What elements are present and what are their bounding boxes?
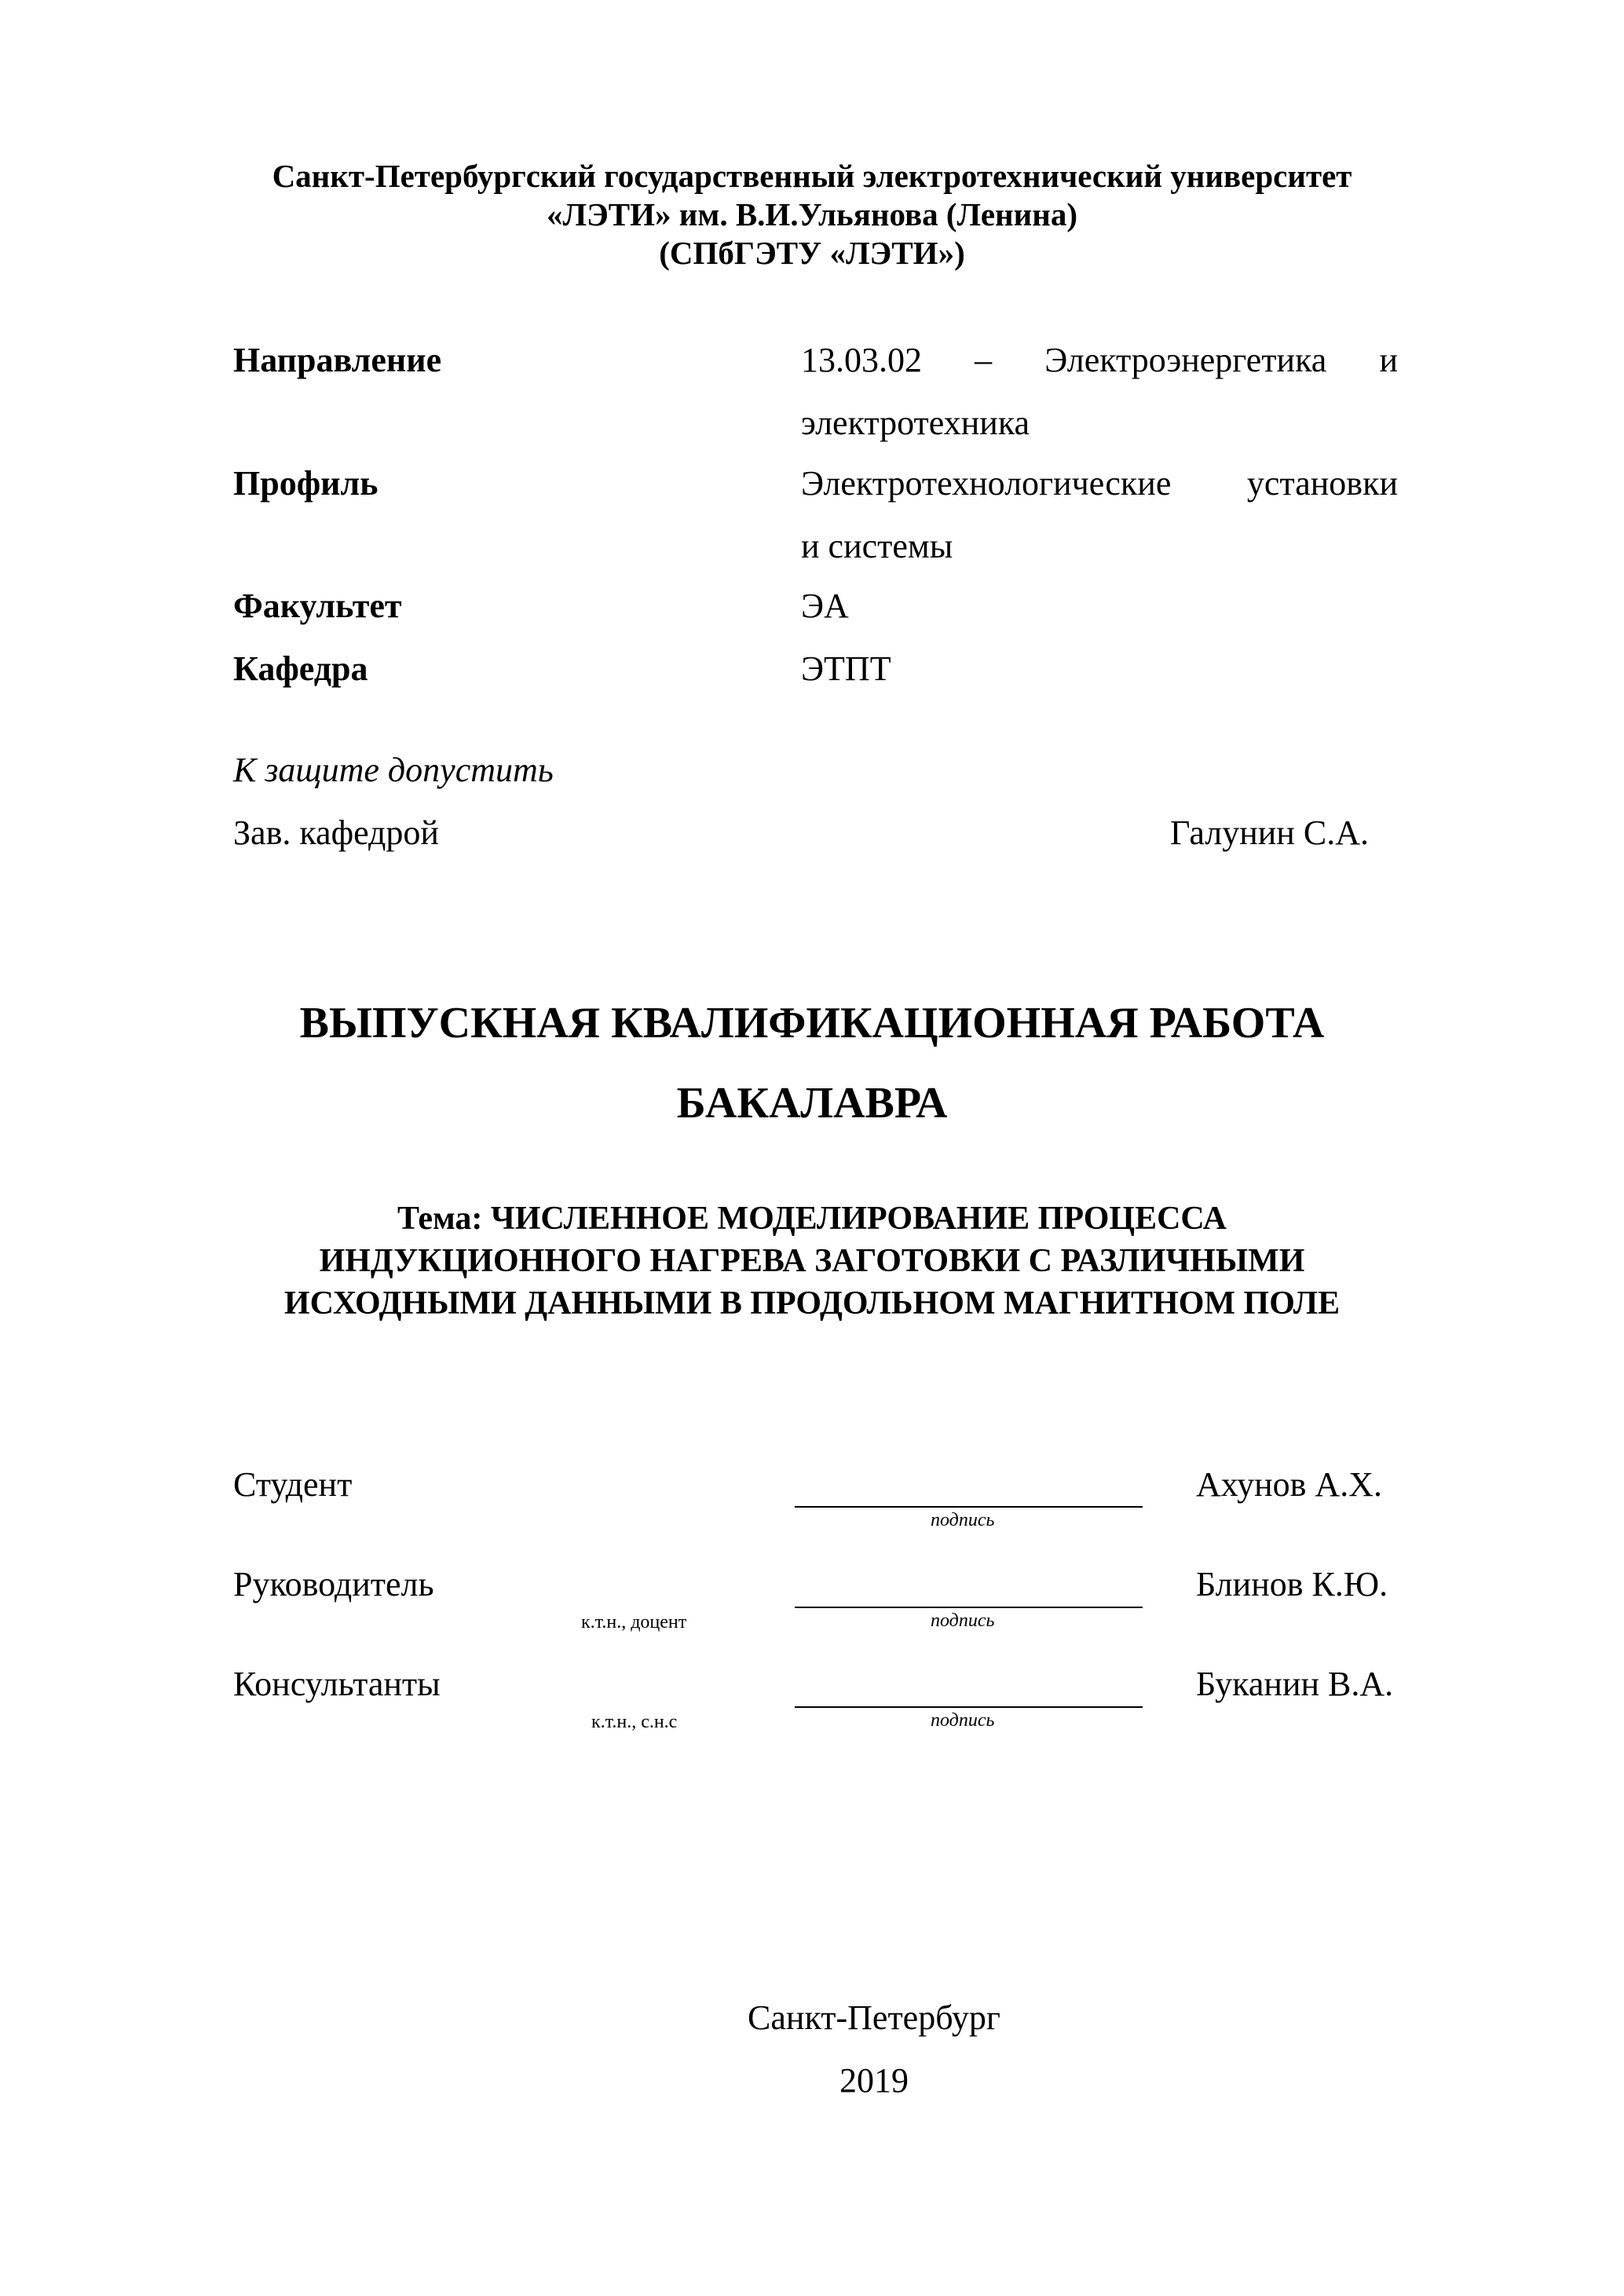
consultants-role: Консультанты: [233, 1665, 441, 1703]
topic-line2: ИНДУКЦИОННОГО НАГРЕВА ЗАГОТОВКИ С РАЗЛИЧНЫМИ: [319, 1243, 1305, 1279]
topic: [0, 1197, 1624, 1325]
university-name: Санкт-Петербургский государственный электротехнический университет: [272, 158, 1352, 194]
student-signature-line: [795, 1506, 1143, 1508]
student-signature-caption: подпись: [931, 1510, 995, 1530]
profile-word1: Электротехнологические: [801, 464, 1172, 503]
supervisor-name: Блинов К.Ю.: [1196, 1565, 1388, 1603]
topic-line3: ИСХОДНЫМИ ДАННЫМИ В ПРОДОЛЬНОМ МАГНИТНОМ ПОЛЕ: [283, 1285, 1341, 1322]
footer-city: Санкт-Петербург: [748, 1998, 1000, 2037]
work-title-line1: ВЫПУСКНАЯ КВАЛИФИКАЦИОННАЯ РАБОТА: [299, 999, 1325, 1047]
supervisor-role: Руководитель: [233, 1565, 434, 1603]
university-abbreviation: (СПбГЭТУ «ЛЭТИ»): [659, 235, 965, 271]
direction-code: 13.03.02: [801, 341, 922, 379]
supervisor-signature-caption: подпись: [931, 1610, 995, 1631]
profile-word2: установки: [1246, 464, 1398, 503]
faculty-value: ЭА: [801, 587, 849, 625]
consultant-signature-line: [795, 1706, 1143, 1708]
head-of-department-label: Зав. кафедрой: [233, 813, 439, 852]
profile-label: Профиль: [233, 464, 379, 503]
direction-dash: –: [975, 341, 993, 379]
student-role: Студент: [233, 1465, 353, 1504]
supervisor-degree: к.т.н., доцент: [581, 1612, 687, 1632]
direction-value-line2: электротехника: [801, 404, 1030, 442]
direction-value: [801, 340, 1398, 444]
department-label: Кафедра: [233, 649, 368, 688]
direction-value-line1: [801, 340, 1398, 381]
topic-line1: Тема: ЧИСЛЕННОЕ МОДЕЛИРОВАНИЕ ПРОЦЕССА: [397, 1201, 1227, 1237]
footer-year: 2019: [839, 2061, 909, 2100]
admission-caption: К защите допустить: [233, 751, 554, 789]
direction-conj: и: [1379, 341, 1398, 379]
profile-value-line2: и системы: [801, 527, 953, 565]
consultant-degree: к.т.н., с.н.с: [591, 1712, 678, 1732]
supervisor-signature-line: [795, 1607, 1143, 1608]
consultant-name: Буканин В.А.: [1196, 1665, 1394, 1703]
student-name: Ахунов А.Х.: [1196, 1465, 1382, 1504]
direction-label: Направление: [233, 341, 442, 379]
university-named-after: «ЛЭТИ» им. В.И.Ульянова (Ленина): [546, 196, 1078, 232]
department-value: ЭТПТ: [801, 649, 891, 688]
profile-value-line1: [801, 463, 1398, 504]
faculty-label: Факультет: [233, 587, 402, 625]
work-title-line2: БАКАЛАВРА: [676, 1079, 948, 1128]
consultant-signature-caption: подпись: [931, 1710, 995, 1731]
direction-word1: Электроэнергетика: [1044, 341, 1327, 379]
profile-value: [801, 463, 1398, 567]
head-of-department-name: Галунин С.А.: [1170, 813, 1369, 852]
university-header: [0, 157, 1624, 272]
